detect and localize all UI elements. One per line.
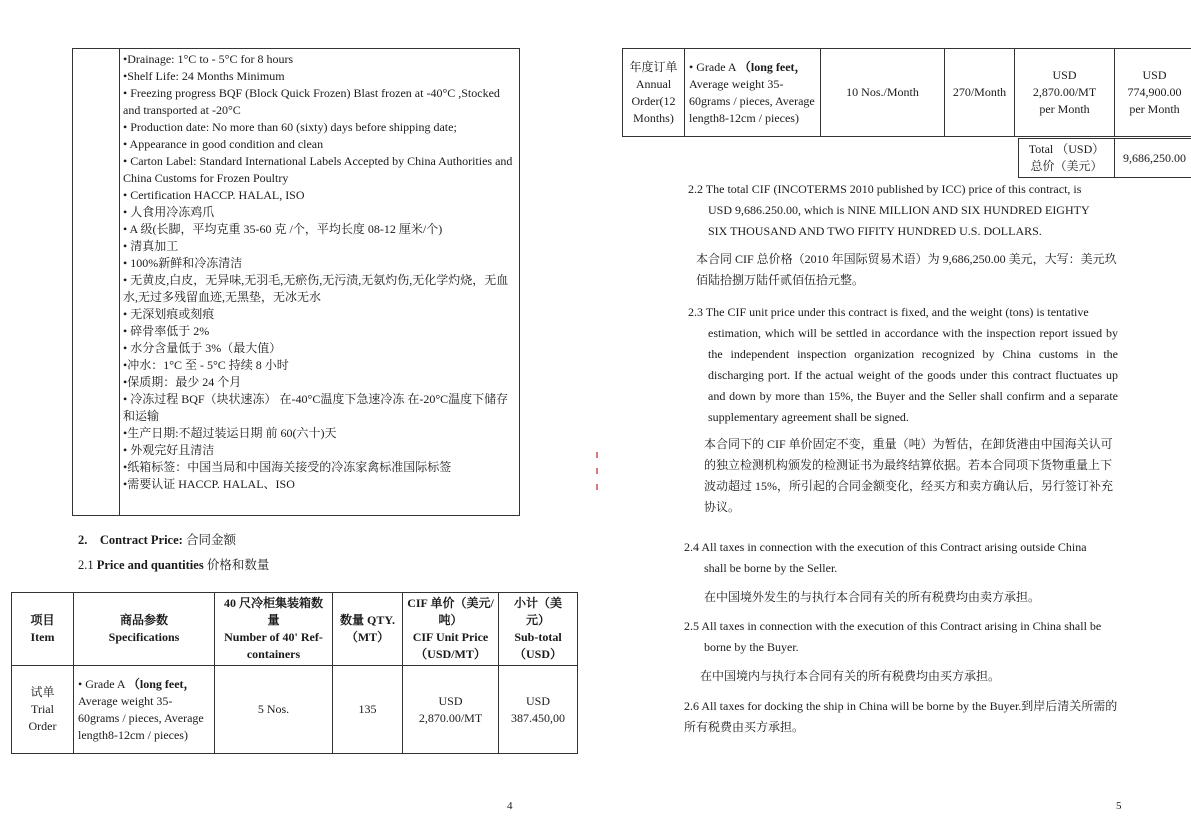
clause-2-6: 2.6 All taxes for docking the ship in China will be borne by the Buyer.到岸后清关所需的所有税费由买方承担。 — [684, 699, 1118, 734]
spec-item: • Production date: No more than 60 (sixty) days before shipping date; — [123, 120, 457, 134]
spec-rest: Average weight 35-60grams / pieces, Average length8-12cm / pieces) — [78, 693, 204, 742]
spec-list — [123, 51, 513, 493]
binding-marks — [596, 452, 599, 492]
header-quantity: 数量 QTY. （MT） — [333, 593, 403, 666]
clause-2-2-line1: 2.2 The total CIF (INCOTERMS 2010 published by ICC) price of this contract, is — [688, 182, 1082, 196]
section-2-number: 2. — [78, 533, 88, 547]
clause-2-2 — [688, 179, 1128, 242]
spec-item: •冲水：1°C 至 - 5°C 持续 8 小时 — [123, 358, 289, 372]
annual-order-table — [622, 48, 1191, 137]
clause-2-4 — [684, 537, 1124, 579]
cell-item: 年度订单 Annual Order(12 Months) — [623, 49, 685, 137]
spec-item: • 外观完好且清洁 — [123, 443, 215, 457]
table-header-row — [12, 593, 578, 666]
cell-specifications — [685, 49, 821, 137]
spec-box-gutter — [73, 49, 120, 515]
section-21-title-cn: 价格和数量 — [206, 558, 270, 572]
specification-box — [72, 48, 520, 516]
page-5 — [596, 0, 1191, 823]
clause-2-3-body: estimation, which will be settled in accordance with the inspection report issued by the independent inspection organization recognized by China customs in the discharging port. If the actual weight of the goods under this contract fluctuates up and down by more than 15%, the Buyer and the Seller shall confirm and a separate supplementary agreement shall be signed. — [708, 326, 1118, 424]
header-unit-price: CIF 单价（美元/吨） CIF Unit Price （USD/MT） — [403, 593, 499, 666]
table-row — [12, 666, 578, 754]
spec-item: • A 级(长脚，平均克重 35-60 克 /个，平均长度 08-12 厘米/个) — [123, 222, 443, 236]
clause-2-2-cn: 本合同 CIF 总价格（2010 年国际贸易术语）为 9,686,250.00 美元，大写：美元玖佰陆拾捌万陆仟贰佰伍拾元整。 — [696, 252, 1117, 287]
total-value: 9,686,250.00 — [1115, 139, 1191, 178]
section-21-title-en: Price and quantities — [96, 558, 204, 572]
clause-2-5-cn: 在中国境内与执行本合同有关的所有税费均由买方承担。 — [700, 669, 1001, 683]
total-row — [1019, 139, 1191, 178]
spec-rest: Average weight 35-60grams / pieces, Average length8-12cm / pieces) — [689, 76, 815, 125]
spec-item: • Certification HACCP. HALAL, ISO — [123, 188, 305, 202]
spec-bullet: • Grade A — [78, 676, 125, 691]
section-21-number: 2.1 — [78, 558, 94, 572]
cell-unit-price: USD 2,870.00/MT per Month — [1015, 49, 1115, 137]
header-item: 项目 Item — [12, 593, 74, 666]
spec-bullet: • Grade A — [689, 59, 736, 74]
spec-item: • 冷冻过程 BQF（块状速冻） 在-40°C温度下急速冷冻 在-20°C温度下储存和运输 — [123, 392, 509, 423]
clause-2-2-line2: USD 9,686.250.00, which is NINE MILLION AND SIX HUNDRED EIGHTY — [708, 203, 1090, 217]
cell-unit-price: USD 2,870.00/MT — [403, 666, 499, 754]
clause-2-5-line2: borne by the Buyer. — [704, 640, 799, 654]
clause-2-3-cn: 本合同下的 CIF 单价固定不变，重量（吨）为暂估，在卸货港由中国海关认可的独立检测机构颁发的检测证书为最终结算依据。若本合同项下货物重量上下波动超过 15%，所引起的合同金额变化，经买方和卖方确认后，另行签订补充协议。 — [704, 437, 1113, 514]
total-label: Total （USD） 总价（美元） — [1019, 139, 1115, 178]
clause-2-5-line1: 2.5 All taxes in connection with the execution of this Contract arising in China shall be — [684, 619, 1102, 633]
header-specifications: 商品参数 Specifications — [74, 593, 215, 666]
spec-item: • Freezing progress BQF (Block Quick Frozen) Blast frozen at -40°C ,Stocked and transported at -20°C — [123, 86, 500, 117]
cell-quantity: 135 — [333, 666, 403, 754]
header-containers: 40 尺冷柜集装箱数量 Number of 40' Ref-containers — [215, 593, 333, 666]
spec-item: •纸箱标签：中国当局和中国海关接受的冷冻家禽标准国际标签 — [123, 460, 452, 474]
spec-item: • 水分含量低于 3%（最大值） — [123, 341, 282, 355]
clause-2-3 — [688, 302, 1118, 428]
cell-containers: 10 Nos./Month — [821, 49, 945, 137]
section-2-title-en: Contract Price: — [99, 533, 183, 547]
spec-item: •生产日期:不超过装运日期 前 60(六十)天 — [123, 426, 337, 440]
spec-item: •Shelf Life: 24 Months Minimum — [123, 69, 285, 83]
spec-item: • Appearance in good condition and clean — [123, 137, 324, 151]
spec-item: •需要认证 HACCP. HALAL、ISO — [123, 477, 295, 491]
cell-subtotal: USD 774,900.00 per Month — [1115, 49, 1191, 137]
cell-subtotal: USD 387.450,00 — [499, 666, 578, 754]
spec-item: • 100%新鲜和冷冻清洁 — [123, 256, 243, 270]
clause-2-2-line3: SIX THOUSAND AND TWO FIFITY HUNDRED U.S. DOLLARS. — [708, 224, 1042, 238]
section-2-title-cn: 合同金额 — [185, 533, 236, 547]
price-quantity-table — [11, 592, 578, 754]
total-table — [1018, 138, 1191, 178]
table-row — [623, 49, 1191, 137]
spec-item: •保质期：最少 24 个月 — [123, 375, 242, 389]
spec-item: • 碎骨率低于 2% — [123, 324, 210, 338]
header-subtotal: 小计（美元） Sub-total （USD） — [499, 593, 578, 666]
spec-item: • 清真加工 — [123, 239, 179, 253]
clause-2-3-line1: 2.3 The CIF unit price under this contract is fixed, and the weight (tons) is tentative — [688, 305, 1089, 319]
clause-2-4-cn: 在中国境外发生的与执行本合同有关的所有税费均由卖方承担。 — [704, 590, 1041, 604]
section-2-heading — [78, 530, 236, 548]
page-number: 5 — [1116, 800, 1122, 812]
spec-item: • 无黄皮,白皮，无异味,无羽毛,无瘀伤,无污渍,无氨灼伤,无化学灼烧，无血水,无过多残留血迹,无黑垫，无冰无水 — [123, 273, 509, 304]
spec-item: • 人食用冷冻鸡爪 — [123, 205, 215, 219]
cell-containers: 5 Nos. — [215, 666, 333, 754]
spec-item: • Carton Label: Standard International Labels Accepted by China Authorities and China Customs for Frozen Poultry — [123, 154, 513, 185]
page-number: 4 — [507, 800, 513, 812]
clause-2-4-line1: 2.4 All taxes in connection with the execution of this Contract arising outside China — [684, 540, 1087, 554]
cell-quantity: 270/Month — [945, 49, 1015, 137]
section-21-heading — [78, 555, 269, 573]
clause-2-4-line2: shall be borne by the Seller. — [704, 561, 838, 575]
spec-item: •Drainage: 1°C to - 5°C for 8 hours — [123, 52, 294, 66]
spec-item: • 无深划痕或刻痕 — [123, 307, 215, 321]
clause-2-5 — [684, 616, 1124, 658]
cell-specifications — [74, 666, 215, 754]
spec-bold: （long feet， — [738, 59, 807, 74]
spec-bold: （long feet， — [127, 676, 196, 691]
cell-item: 试单 Trial Order — [12, 666, 74, 754]
